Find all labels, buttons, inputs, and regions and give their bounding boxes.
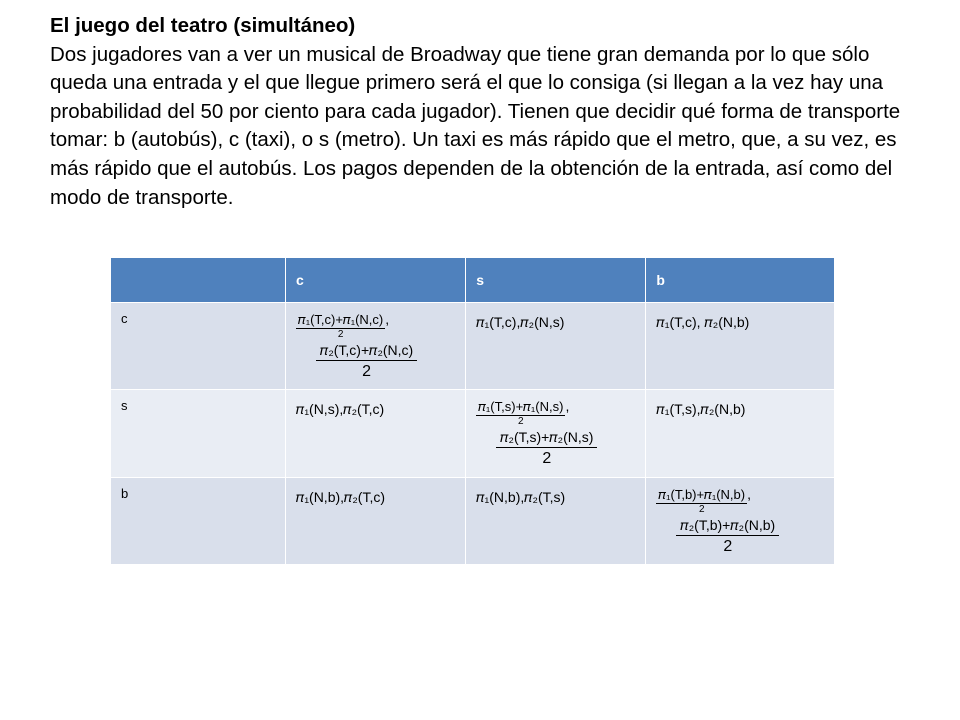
cell-s-s bbox=[466, 390, 646, 478]
cell-s-c bbox=[286, 390, 466, 478]
p2-numerator: 𝜋₂(T,b)+𝜋₂(N,b) bbox=[676, 515, 779, 536]
payoff-text: 𝜋₁(N,b),𝜋₂(T,c) bbox=[296, 489, 386, 505]
p1-denominator: 2 bbox=[698, 504, 705, 515]
p2-denominator: 2 bbox=[362, 363, 372, 380]
table-row-c bbox=[111, 303, 835, 390]
row-label-s: s bbox=[111, 390, 286, 478]
p2-numerator: 𝜋₂(T,c)+𝜋₂(N,c) bbox=[316, 340, 417, 361]
p1-numerator: 𝜋₁(T,b)+𝜋₁(N,b) bbox=[658, 487, 746, 502]
header-col-c: c bbox=[286, 258, 466, 303]
separator: , bbox=[385, 311, 390, 327]
separator: , bbox=[747, 486, 751, 502]
row-label-c: c bbox=[111, 303, 286, 390]
payoff-fraction bbox=[296, 311, 417, 383]
p1-numerator: 𝜋₁(T,c)+𝜋₁(N,c) bbox=[298, 312, 384, 327]
payoff-text: 𝜋₁(T,c), 𝜋₂(N,b) bbox=[656, 314, 750, 330]
table-row-b bbox=[111, 478, 835, 565]
payoff-text: 𝜋₁(T,s),𝜋₂(N,b) bbox=[656, 401, 746, 417]
text-block bbox=[50, 12, 920, 212]
payoff-fraction bbox=[656, 486, 779, 558]
cell-b-s bbox=[466, 478, 646, 565]
problem-description: Dos jugadores van a ver un musical de Broadway que tiene gran demanda por lo que sólo queda una entrada y el que llegue primero será el que lo consiga (si llegan a la vez hay una probabilidad del 50 por ciento para cada jugador). Tienen que decidir qué forma de transporte tomar: b (autobús), c (taxi), o s (metro). Un taxi es más rápido que el metro, que, a su vez, es más rápido que el autobús. Los pagos dependen de la obtención de la entrada, así como del modo de transporte. bbox=[50, 42, 901, 209]
p2-numerator: 𝜋₂(T,s)+𝜋₂(N,s) bbox=[496, 427, 597, 448]
p1-denominator: 2 bbox=[337, 329, 344, 340]
cell-c-c bbox=[286, 303, 466, 390]
payoff-text: 𝜋₁(N,b),𝜋₂(T,s) bbox=[476, 489, 566, 505]
cell-b-c bbox=[286, 478, 466, 565]
row-label-b: b bbox=[111, 478, 286, 565]
payoff-text: 𝜋₁(N,s),𝜋₂(T,c) bbox=[296, 401, 385, 417]
cell-b-b bbox=[646, 478, 835, 565]
payoff-text: 𝜋₁(T,c),𝜋₂(N,s) bbox=[476, 314, 565, 330]
separator: , bbox=[565, 398, 570, 414]
p1-denominator: 2 bbox=[518, 416, 524, 427]
header-col-b: b bbox=[646, 258, 835, 303]
payoff-fraction bbox=[476, 398, 597, 470]
table-row-s bbox=[111, 390, 835, 478]
header-col-s: s bbox=[466, 258, 646, 303]
header-row bbox=[111, 258, 835, 303]
cell-c-s bbox=[466, 303, 646, 390]
cell-c-b bbox=[646, 303, 835, 390]
cell-s-b bbox=[646, 390, 835, 478]
p2-denominator: 2 bbox=[723, 538, 733, 555]
page-title: El juego del teatro (simultáneo) bbox=[50, 14, 356, 37]
payoff-matrix bbox=[110, 258, 835, 565]
header-corner bbox=[111, 258, 286, 303]
p2-denominator: 2 bbox=[542, 450, 552, 467]
p1-numerator: 𝜋₁(T,s)+𝜋₁(N,s) bbox=[478, 399, 564, 414]
